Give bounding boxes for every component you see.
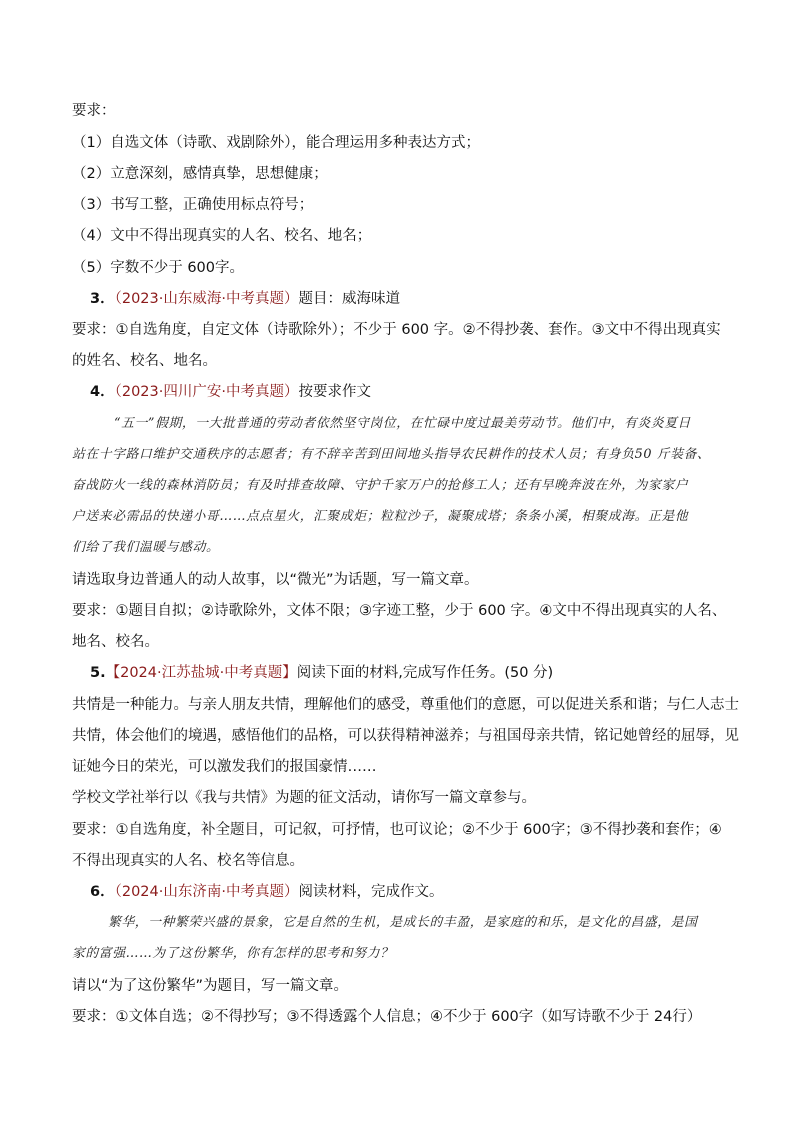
- question-3-requirements-cont: 的姓名、校名、地名。: [72, 353, 217, 369]
- question-6-task: 请以“为了这份繁华”为题目，写一篇文章。: [72, 978, 349, 994]
- question-5-task: 学校文学社举行以《我与共情》为题的征文活动，请你写一篇文章参与。: [72, 790, 536, 806]
- question-number: 6．: [90, 884, 115, 900]
- requirement-4: （4）文中不得出现真实的人名、校名、地名；: [72, 228, 372, 244]
- question-4-material-line: “五一”假期，一大批普通的劳动者依然坚守岗位，在忙碌中度过最美劳动节。他们中，有炎炎夏日: [114, 416, 691, 431]
- requirement-3: （3）书写工整，正确使用标点符号；: [72, 197, 314, 213]
- requirement-2: （2）立意深刻，感情真挚，思想健康；: [72, 166, 328, 182]
- question-4-requirements-cont: 地名、校名。: [72, 634, 159, 650]
- question-source: 【2024·江苏盐城·中考真题】: [105, 665, 297, 681]
- question-prompt: 按要求作文: [298, 384, 371, 400]
- question-source: （2023·四川广安·中考真题）: [114, 384, 299, 400]
- question-6-header: [90, 882, 443, 902]
- question-6-material-line: 繁华，一种繁荣兴盛的景象，它是自然的生机，是成长的丰盈，是家庭的和乐，是文化的昌盛，是国: [108, 915, 698, 930]
- question-5-material-line: 证她今日的荣光，可以激发我们的报国豪情……: [72, 759, 377, 775]
- question-prompt: 阅读下面的材料,完成写作任务。(50 分): [296, 665, 554, 681]
- question-4-header: [90, 382, 371, 402]
- question-number: 3．: [90, 291, 115, 307]
- question-4-requirements: 要求：①题目自拟；②诗歌除外，文体不限；③字迹工整，少于 600 字。④文中不得出现真实的人名、: [72, 603, 727, 619]
- question-5-header: [90, 663, 553, 683]
- question-3-requirements: 要求：①自选角度，自定文体（诗歌除外）；不少于 600 字。②不得抄袭、套作。③文中不得出现真实: [72, 322, 721, 338]
- question-5-requirements-cont: 不得出现真实的人名、校名等信息。: [72, 853, 304, 869]
- requirement-5: （5）字数不少于 600字。: [72, 260, 245, 276]
- question-number: 5.: [90, 665, 106, 681]
- question-prompt: 阅读材料，完成作文。: [298, 884, 444, 900]
- question-5-requirements: 要求：①自选角度，补全题目，可记叙，可抒情，也可议论；②不少于 600字；③不得抄袭和套作；④: [72, 822, 722, 838]
- question-prompt: 题目：威海味道: [298, 291, 400, 307]
- question-number: 4．: [90, 384, 115, 400]
- question-6-requirements: 要求：①文体自选；②不得抄写；③不得透露个人信息；④不少于 600字（如写诗歌不少于 24行）: [72, 1009, 702, 1025]
- question-4-material-line: 们给了我们温暖与感动。: [72, 540, 220, 555]
- question-4-material-line: 户送来必需品的快递小哥……点点星火，汇聚成炬；粒粒沙子，凝聚成塔；条条小溪，相聚成海。正是他: [72, 509, 689, 524]
- question-5-material-line: 共情，体会他们的境遇，感悟他们的品格，可以获得精神滋养；与祖国母亲共情，铭记她曾经的屈辱，见: [72, 728, 739, 744]
- question-source: （2023·山东威海·中考真题）: [114, 291, 299, 307]
- question-4-material-line: 站在十字路口维护交通秩序的志愿者；有不辞辛苦到田间地头指导农民耕作的技术人员；有身负50 斤装备、: [72, 447, 711, 462]
- question-5-material-line: 共情是一种能力。与亲人朋友共情，理解他们的感受，尊重他们的意愿，可以促进关系和谐；与仁人志士: [72, 697, 739, 713]
- question-6-material-line: 家的富强……为了这份繁华，你有怎样的思考和努力？: [72, 946, 394, 961]
- question-source: （2024·山东济南·中考真题）: [114, 884, 299, 900]
- requirements-heading: 要求：: [72, 103, 116, 119]
- question-4-task: 请选取身边普通人的动人故事，以“微光”为话题，写一篇文章。: [72, 572, 479, 588]
- question-4-material-line: 奋战防火一线的森林消防员；有及时排查故障、守护千家万户的抢修工人；还有早晚奔波在外，为家家户: [72, 478, 689, 493]
- question-3-header: [90, 289, 400, 309]
- requirement-1: （1）自选文体（诗歌、戏剧除外），能合理运用多种表达方式；: [72, 135, 480, 151]
